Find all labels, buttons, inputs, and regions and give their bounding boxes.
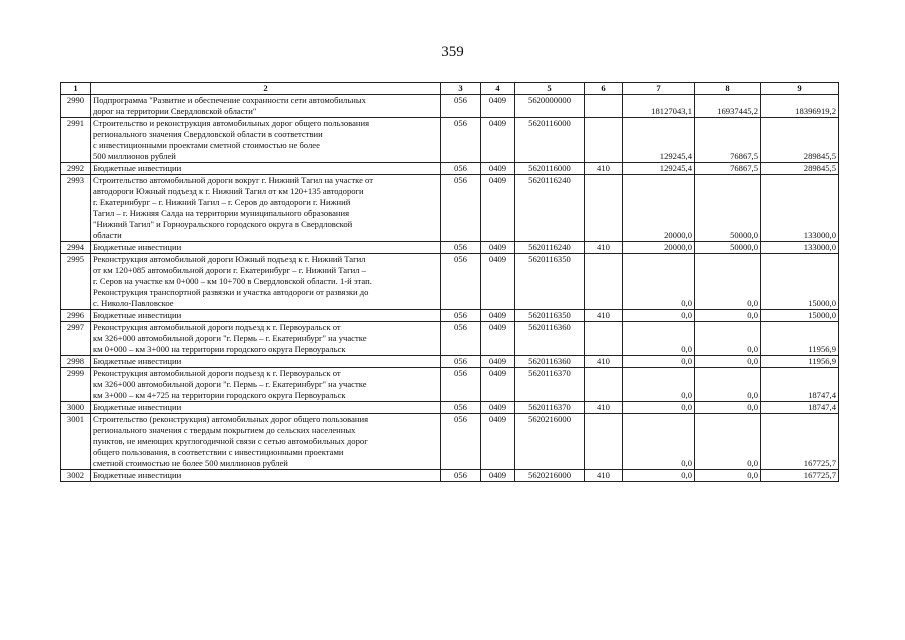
row-number: 2991 — [61, 118, 91, 163]
row-value-col9: 11956,9 — [761, 322, 839, 356]
row-value-col9: 15000,0 — [761, 310, 839, 322]
row-section-code: 0409 — [481, 310, 515, 322]
row-expense-type — [585, 175, 623, 242]
row-number: 3001 — [61, 414, 91, 470]
row-target-code: 5620116360 — [515, 356, 585, 368]
row-value-col8: 0,0 — [695, 356, 761, 368]
header-col-4: 4 — [481, 83, 515, 95]
page-number: 359 — [441, 44, 464, 60]
row-value-col9: 289845,5 — [761, 118, 839, 163]
row-chapter-code: 056 — [441, 163, 481, 175]
row-name: Строительство (реконструкция) автомобильных дорог общего пользования регионального значения с твердым покрытием до сельских населенных пунктов, не имеющих круглогодичной связи с сетью автомобильных дорог общего пользования, в соответствии с инвестиционными проектами сметной стоимостью не более 500 миллионов рублей — [91, 414, 441, 470]
row-section-code: 0409 — [481, 368, 515, 402]
table-row — [61, 402, 839, 414]
row-value-col9: 167725,7 — [761, 470, 839, 482]
row-number: 3000 — [61, 402, 91, 414]
row-chapter-code: 056 — [441, 414, 481, 470]
row-chapter-code: 056 — [441, 175, 481, 242]
row-number: 3002 — [61, 470, 91, 482]
row-value-col8: 0,0 — [695, 310, 761, 322]
row-expense-type — [585, 368, 623, 402]
row-name: Реконструкция автомобильной дороги подъезд к г. Первоуральск от км 326+000 автомобильной дороги "г. Пермь – г. Екатеринбург" на участке км 3+000 – км 4+725 на территории городского округа Первоуральск — [91, 368, 441, 402]
row-value-col7: 0,0 — [623, 402, 695, 414]
table-row — [61, 242, 839, 254]
header-col-7: 7 — [623, 83, 695, 95]
row-value-col9: 11956,9 — [761, 356, 839, 368]
row-chapter-code: 056 — [441, 310, 481, 322]
row-expense-type — [585, 95, 623, 118]
row-section-code: 0409 — [481, 175, 515, 242]
row-number: 2990 — [61, 95, 91, 118]
row-value-col7: 129245,4 — [623, 163, 695, 175]
table-row — [61, 470, 839, 482]
table-row — [61, 414, 839, 470]
row-target-code: 5620116370 — [515, 402, 585, 414]
row-number: 2995 — [61, 254, 91, 310]
row-section-code: 0409 — [481, 414, 515, 470]
row-target-code: 5620116000 — [515, 163, 585, 175]
row-section-code: 0409 — [481, 402, 515, 414]
row-section-code: 0409 — [481, 95, 515, 118]
row-value-col7: 0,0 — [623, 310, 695, 322]
row-chapter-code: 056 — [441, 118, 481, 163]
row-expense-type — [585, 414, 623, 470]
row-value-col7: 18127043,1 — [623, 95, 695, 118]
row-target-code: 5620000000 — [515, 95, 585, 118]
row-number: 2994 — [61, 242, 91, 254]
row-target-code: 5620116350 — [515, 254, 585, 310]
header-col-8: 8 — [695, 83, 761, 95]
table-row — [61, 368, 839, 402]
row-value-col8: 76867,5 — [695, 118, 761, 163]
row-expense-type: 410 — [585, 470, 623, 482]
row-section-code: 0409 — [481, 254, 515, 310]
row-value-col8: 0,0 — [695, 414, 761, 470]
row-value-col7: 20000,0 — [623, 175, 695, 242]
row-target-code: 5620216000 — [515, 414, 585, 470]
header-col-3: 3 — [441, 83, 481, 95]
row-target-code: 5620116370 — [515, 368, 585, 402]
row-name: Бюджетные инвестиции — [91, 163, 441, 175]
row-number: 2996 — [61, 310, 91, 322]
table-row — [61, 95, 839, 118]
row-name: Строительство и реконструкция автомобильных дорог общего пользования регионального значения Свердловской области в соответствии с инвестиционными проектами сметной стоимостью не более 500 миллионов рублей — [91, 118, 441, 163]
row-number: 2998 — [61, 356, 91, 368]
row-chapter-code: 056 — [441, 470, 481, 482]
row-value-col7: 0,0 — [623, 254, 695, 310]
row-value-col9: 18747,4 — [761, 402, 839, 414]
row-value-col7: 0,0 — [623, 470, 695, 482]
row-value-col7: 0,0 — [623, 322, 695, 356]
table-row — [61, 175, 839, 242]
row-value-col9: 167725,7 — [761, 414, 839, 470]
row-section-code: 0409 — [481, 163, 515, 175]
row-section-code: 0409 — [481, 322, 515, 356]
row-value-col9: 15000,0 — [761, 254, 839, 310]
header-col-5: 5 — [515, 83, 585, 95]
budget-table — [60, 82, 839, 482]
row-chapter-code: 056 — [441, 95, 481, 118]
row-section-code: 0409 — [481, 242, 515, 254]
row-section-code: 0409 — [481, 470, 515, 482]
table-row — [61, 118, 839, 163]
row-chapter-code: 056 — [441, 322, 481, 356]
row-chapter-code: 056 — [441, 368, 481, 402]
row-target-code: 5620216000 — [515, 470, 585, 482]
table-row — [61, 254, 839, 310]
row-expense-type: 410 — [585, 163, 623, 175]
header-col-1: 1 — [61, 83, 91, 95]
header-col-2: 2 — [91, 83, 441, 95]
row-value-col9: 18747,4 — [761, 368, 839, 402]
row-number: 2997 — [61, 322, 91, 356]
row-value-col8: 0,0 — [695, 254, 761, 310]
row-value-col9: 133000,0 — [761, 175, 839, 242]
row-name: Реконструкция автомобильной дороги подъезд к г. Первоуральск от км 326+000 автомобильной дороги "г. Пермь – г. Екатеринбург" на участке км 0+000 – км 3+000 на территории городского округа Первоуральск — [91, 322, 441, 356]
row-name: Реконструкция автомобильной дороги Южный подъезд к г. Нижний Тагил от км 120+085 автомобильной дороги г. Екатеринбург – г. Нижний Тагил – г. Серов на участке км 0+000 – км 10+700 в Свердловской области. 1-й этап. Реконструкция транспортной развязки и участка автодороги от развязки до с. Николо-Павловское — [91, 254, 441, 310]
row-expense-type: 410 — [585, 356, 623, 368]
row-number: 2992 — [61, 163, 91, 175]
row-chapter-code: 056 — [441, 254, 481, 310]
row-name: Строительство автомобильной дороги вокруг г. Нижний Тагил на участке от автодороги Южный подъезд к г. Нижний Тагил от км 120+135 автодороги г. Екатеринбург – г. Нижний Тагил – г. Серов до автодороги г. Нижний Тагил – г. Нижняя Салда на территории муниципального образования "Нижний Тагил" и Горноуральского городского округа в Свердловской области — [91, 175, 441, 242]
row-chapter-code: 056 — [441, 242, 481, 254]
row-section-code: 0409 — [481, 356, 515, 368]
row-name: Бюджетные инвестиции — [91, 402, 441, 414]
row-value-col8: 76867,5 — [695, 163, 761, 175]
row-expense-type — [585, 254, 623, 310]
row-value-col8: 0,0 — [695, 402, 761, 414]
row-value-col8: 0,0 — [695, 368, 761, 402]
row-target-code: 5620116240 — [515, 242, 585, 254]
row-number: 2999 — [61, 368, 91, 402]
table-row — [61, 163, 839, 175]
table-row — [61, 322, 839, 356]
row-value-col7: 129245,4 — [623, 118, 695, 163]
row-value-col8: 50000,0 — [695, 242, 761, 254]
row-name: Бюджетные инвестиции — [91, 470, 441, 482]
table-row — [61, 310, 839, 322]
row-value-col9: 18396919,2 — [761, 95, 839, 118]
header-row — [61, 83, 839, 95]
row-value-col8: 16937445,2 — [695, 95, 761, 118]
row-target-code: 5620116000 — [515, 118, 585, 163]
header-col-6: 6 — [585, 83, 623, 95]
row-value-col7: 0,0 — [623, 368, 695, 402]
row-number: 2993 — [61, 175, 91, 242]
row-value-col7: 0,0 — [623, 414, 695, 470]
row-chapter-code: 056 — [441, 402, 481, 414]
row-value-col8: 0,0 — [695, 322, 761, 356]
row-value-col9: 289845,5 — [761, 163, 839, 175]
row-value-col8: 0,0 — [695, 470, 761, 482]
row-target-code: 5620116360 — [515, 322, 585, 356]
row-section-code: 0409 — [481, 118, 515, 163]
row-expense-type — [585, 118, 623, 163]
row-name: Подпрограмма "Развитие и обеспечение сохранности сети автомобильных дорог на территории Свердловской области" — [91, 95, 441, 118]
row-chapter-code: 056 — [441, 356, 481, 368]
row-target-code: 5620116240 — [515, 175, 585, 242]
row-value-col8: 50000,0 — [695, 175, 761, 242]
row-target-code: 5620116350 — [515, 310, 585, 322]
row-expense-type — [585, 322, 623, 356]
row-name: Бюджетные инвестиции — [91, 242, 441, 254]
row-value-col9: 133000,0 — [761, 242, 839, 254]
row-name: Бюджетные инвестиции — [91, 310, 441, 322]
row-expense-type: 410 — [585, 310, 623, 322]
row-value-col7: 20000,0 — [623, 242, 695, 254]
row-expense-type: 410 — [585, 242, 623, 254]
table-row — [61, 356, 839, 368]
row-name: Бюджетные инвестиции — [91, 356, 441, 368]
row-expense-type: 410 — [585, 402, 623, 414]
row-value-col7: 0,0 — [623, 356, 695, 368]
header-col-9: 9 — [761, 83, 839, 95]
